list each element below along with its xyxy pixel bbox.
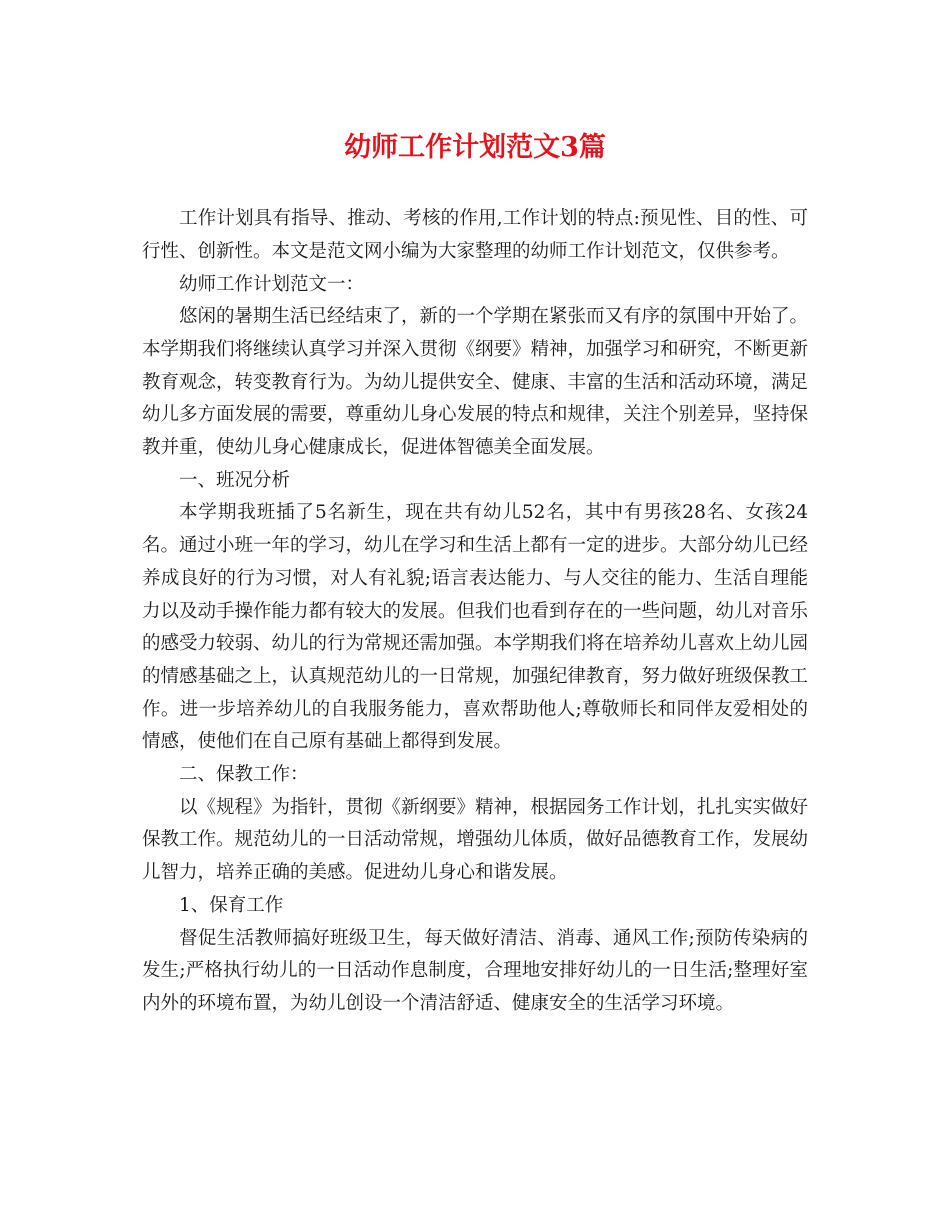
opening-paragraph: 悠闲的暑期生活已经结束了，新的一个学期在紧张而又有序的氛围中开始了。本学期我们将继续认真学习并深入贯彻《纲要》精神，加强学习和研究，不断更新教育观念，转变教育行为。为幼儿提供安全、健康、丰富的生活和活动环境，满足幼儿多方面发展的需要，尊重幼儿身心发展的特点和规律，关注个别差异，坚持保教并重，使幼儿身心健康成长，促进体智德美全面发展。 <box>142 306 809 459</box>
care-education-paragraph: 以《规程》为指针，贯彻《新纲要》精神，根据园务工作计划，扎扎实实做好保教工作。规范幼儿的一日活动常规，增强幼儿体质，做好品德教育工作，发展幼儿智力，培养正确的美感。促进幼儿身心和谐发展。 <box>142 796 809 884</box>
document-title: 幼师工作计划范文3篇 <box>344 132 606 163</box>
intro-paragraph: 工作计划具有指导、推动、考核的作用,工作计划的特点:预见性、目的性、可行性、创新性。本文是范文网小编为大家整理的幼师工作计划范文，仅供参考。 <box>142 208 808 262</box>
class-analysis-paragraph: 本学期我班插了5名新生，现在共有幼儿52名，其中有男孩28名、女孩24名。通过小班一年的学习，幼儿在学习和生活上都有一定的进步。大部分幼儿已经养成良好的行为习惯，对人有礼貌;语言表达能力、与人交往的能力、生活自理能力以及动手操作能力都有较大的发展。但我们也看到存在的一些问题，幼儿对音乐的感受力较弱、幼儿的行为常规还需加强。本学期我们将在培养幼儿喜欢上幼儿园的情感基础之上，认真规范幼儿的一日常规，加强纪律教育，努力做好班级保教工作。进一步培养幼儿的自我服务能力，喜欢帮助他人;尊敬师长和同伴友爱相处的情感，使他们在自己原有基础上都得到发展。 <box>142 502 809 753</box>
section-heading-care-education: 二、保教工作： <box>179 764 309 786</box>
section-heading-class-analysis: 一、班况分析 <box>179 469 291 491</box>
childcare-paragraph: 督促生活教师搞好班级卫生，每天做好清洁、消毒、通风工作;预防传染病的发生;严格执行幼儿的一日活动作息制度，合理地安排好幼儿的一日生活;整理好室内外的环境布置，为幼儿创设一个清洁舒适、健康安全的生活学习环境。 <box>142 927 808 1014</box>
subsection-heading-childcare: 1、保育工作 <box>179 894 284 916</box>
document-body <box>142 203 808 1021</box>
sample-one-heading: 幼师工作计划范文一： <box>179 273 365 295</box>
